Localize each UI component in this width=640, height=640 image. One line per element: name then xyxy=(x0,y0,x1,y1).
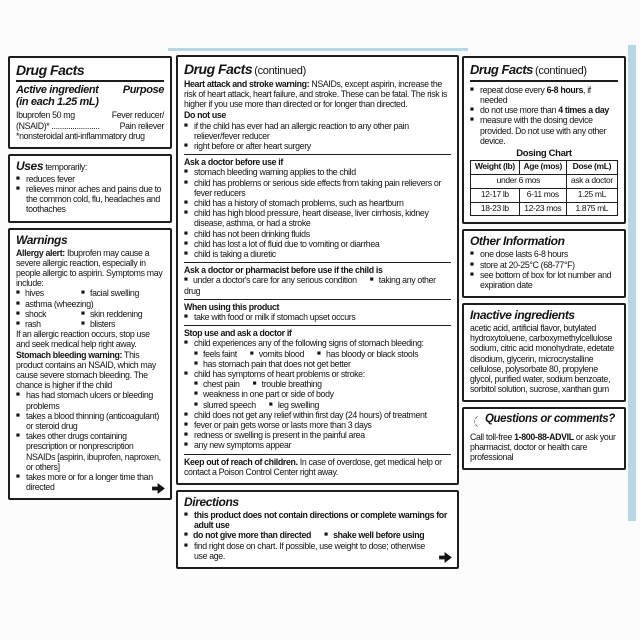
bullet-item: ■ child has lost a lot of fluid due to vomiting or diarrhea xyxy=(184,239,451,249)
cell-age: 6-11 mos xyxy=(519,188,566,202)
bullet-item: ■ this product does not contain directions or complete warnings for adult use xyxy=(184,510,451,530)
drug-facts-title: Drug Facts xyxy=(184,61,253,77)
col-header-weight: Weight (lb) xyxy=(471,160,520,174)
purpose-heading: Purpose xyxy=(122,84,164,97)
cell-under-6-mos: under 6 mos xyxy=(471,174,567,188)
drug-facts-continued-label: (continued) xyxy=(535,65,587,77)
stomach-bleeding-text: This product contains an NSAID, which may cause severe stomach bleeding. The chance is higher if the child xyxy=(16,349,156,391)
ingredient-name-2: (NSAID)* xyxy=(16,120,50,131)
bullet-item: ■ measure with the dosing device provided. Do not use with any other device. xyxy=(470,115,618,146)
purpose-value-2: Pain reliever xyxy=(119,120,164,131)
sub-bullet-item: ■ feels faint xyxy=(194,349,237,359)
bullet-item: ■ child has symptoms of heart problems or stroke: xyxy=(184,369,451,379)
active-ingredient-amount-heading: (in each 1.25 mL) xyxy=(16,95,99,108)
bullet-item: ■ shake well before using xyxy=(324,530,424,540)
sub-bullet-item: ■ trouble breathing xyxy=(253,379,322,389)
bullet-item: ■ stomach bleeding warning applies to the child xyxy=(184,167,451,177)
directions-title: Directions xyxy=(184,495,239,510)
symptom-item: ■ rash xyxy=(16,319,81,329)
dosing-box xyxy=(462,56,626,224)
drug-facts-title: Drug Facts xyxy=(16,62,85,78)
col-header-dose: Dose (mL) xyxy=(566,160,617,174)
bullet-item: ■ child has a history of stomach problems, such as heartburn xyxy=(184,198,451,208)
bullet-item: ■ fever or pain gets worse or lasts more than 3 days xyxy=(184,420,451,430)
cell-dose: 1.875 mL xyxy=(566,202,617,216)
dosing-chart-table xyxy=(470,160,618,216)
sub-bullet-item: ■ vomits blood xyxy=(250,349,304,359)
inactive-ingredients-box xyxy=(462,303,626,402)
sub-bullet-item: ■ weakness in one part or side of body xyxy=(194,389,334,399)
table-row xyxy=(471,188,618,202)
ingredient-name: Ibuprofen 50 mg xyxy=(16,110,75,121)
dosing-chart-title: Dosing Chart xyxy=(516,147,572,159)
directions-box xyxy=(176,490,459,569)
table-row xyxy=(471,202,618,216)
other-information-title: Other Information xyxy=(470,234,565,249)
phone-number: 1-800-88-ADVIL xyxy=(514,431,574,442)
bullet-item: ■ takes other drugs containing prescription or nonprescription NSAIDs [aspirin, ibuprofen, naproxen, or others] xyxy=(16,431,164,472)
continue-arrow-icon xyxy=(439,552,452,563)
inactive-ingredients-title: Inactive ingredients xyxy=(470,308,575,323)
other-information-box xyxy=(462,229,626,298)
bullet-item: ■ redness or swelling is present in the painful area xyxy=(184,430,451,440)
inactive-ingredients-text: acetic acid, artificial flavor, butylated hydroxytoluene, carboxymethylcellulose sodium, citric acid monohydrate, edetate disodium, glycerin, microcrystalline cellulose, polysorbate 80, propylene glycol, purified water, sodium benzoate, sorbitol solution, sucrose, xanthan gum xyxy=(470,323,614,395)
symptom-item: ■ blisters xyxy=(81,319,115,329)
sub-bullet-item: ■ slurred speech xyxy=(194,400,256,410)
bullet-item: ■ take with food or milk if stomach upset occurs xyxy=(184,312,451,322)
bullet-item: ■ any new symptoms appear xyxy=(184,440,451,450)
allergy-followup: If an allergic reaction occurs, stop use and seek medical help right away. xyxy=(16,329,150,350)
bullet-item: ■ one dose lasts 6-8 hours xyxy=(470,249,618,259)
bullet-item: ■ under a doctor's care for any serious condition xyxy=(184,275,357,285)
cell-ask-doctor: ask a doctor xyxy=(566,174,617,188)
middle-panel xyxy=(176,55,459,569)
bullet-text: do not use more than xyxy=(480,105,559,116)
bullet-item: ■ relieves minor aches and pains due to the common cold, flu, headaches and toothaches xyxy=(16,184,164,215)
allergy-alert-label: Allergy alert: xyxy=(16,247,65,258)
bullet-item: ■ if the child has ever had an allergic reaction to any other pain reliever/fever reducer xyxy=(184,121,451,141)
symptom-item: ■ skin reddening xyxy=(81,309,142,319)
symptom-item: ■ facial swelling xyxy=(81,288,139,298)
bullet-item: ■ child does not get any relief within first day (24 hours) of treatment xyxy=(184,410,451,420)
bullet-item: ■ has had stomach ulcers or bleeding problems xyxy=(16,390,164,410)
bullet-item: ■ see bottom of box for lot number and expiration date xyxy=(470,270,618,290)
do-not-use-heading: Do not use xyxy=(184,110,226,121)
stop-use-heading: Stop use and ask a doctor if xyxy=(184,325,451,338)
package-edge-line-top xyxy=(168,48,468,51)
ask-pharmacist-heading: Ask a doctor or pharmacist before use if the child is xyxy=(184,262,451,275)
nsaid-footnote: *nonsteroidal anti-inflammatory drug xyxy=(16,130,145,141)
bullet-item: ■ reduces fever xyxy=(16,174,164,184)
symptom-item: ■ shock xyxy=(16,309,81,319)
right-panel xyxy=(462,56,626,470)
warnings-title: Warnings xyxy=(16,232,68,247)
allergy-alert-text: Ibuprofen may cause a severe allergic reaction, especially in people allergic to aspirin. Symptoms may include: xyxy=(16,247,163,289)
drug-facts-continued-label: (continued) xyxy=(254,65,306,77)
sub-bullet-item: ■ has bloody or black stools xyxy=(317,349,418,359)
bullet-item: ■ takes more or for a longer time than directed xyxy=(16,472,164,492)
ask-doctor-heading: Ask a doctor before use if xyxy=(184,154,451,167)
bullet-item: ■ child experiences any of the following signs of stomach bleeding: xyxy=(184,338,451,348)
bullet-text: , if needed xyxy=(480,84,591,105)
package-edge-line-right xyxy=(628,45,636,521)
questions-title: Questions or comments? xyxy=(485,413,615,426)
leader-dots: ....................... xyxy=(51,120,100,131)
bullet-item: ■ do not give more than directed xyxy=(184,530,311,540)
bullet-item: ■ find right dose on chart. If possible, use weight to dose; otherwise use age. xyxy=(184,541,435,561)
purpose-value-1: Fever reducer/ xyxy=(111,110,164,121)
uses-title-suffix: temporarily: xyxy=(45,161,87,172)
table-row xyxy=(471,174,618,188)
sub-bullet-item: ■ leg swelling xyxy=(269,400,319,410)
drug-facts-box xyxy=(8,56,172,149)
cell-dose: 1.25 mL xyxy=(566,188,617,202)
bullet-item: ■ child has high blood pressure, heart disease, liver cirrhosis, kidney disease, asthma, or had a stroke xyxy=(184,208,451,228)
phone-icon xyxy=(470,414,482,431)
stomach-bleeding-label: Stomach bleeding warning: xyxy=(16,349,123,360)
cell-age: 12-23 mos xyxy=(519,202,566,216)
active-ingredient-heading: Active ingredient xyxy=(16,84,99,97)
cell-weight: 12-17 lb xyxy=(471,188,520,202)
bullet-item: ■ store at 20-25°C (68-77°F) xyxy=(470,260,618,270)
when-using-heading: When using this product xyxy=(184,299,451,312)
bullet-item xyxy=(470,85,618,105)
keep-out-text: In case of overdose, get medical help or contact a Poison Control Center right away. xyxy=(184,456,442,477)
warnings-box xyxy=(8,228,172,501)
left-panel xyxy=(8,56,172,500)
uses-box xyxy=(8,154,172,223)
sub-bullet-item: ■ chest pain xyxy=(194,379,240,389)
keep-out-label: Keep out of reach of children. xyxy=(184,456,298,467)
uses-title: Uses xyxy=(16,158,44,173)
heart-warning-text: NSAIDs, except aspirin, increase the risk of heart attack, heart failure, and stroke. These can be fatal. The risk is higher if you use more than directed or for longer than directed. xyxy=(184,78,448,110)
bullet-item: ■ child has problems or serious side effects from taking pain relievers or fever reducers xyxy=(184,178,451,198)
cell-weight: 18-23 lb xyxy=(471,202,520,216)
drug-facts-continued-box xyxy=(176,55,459,485)
heart-warning-label: Heart attack and stroke warning: xyxy=(184,78,310,89)
call-text: or ask your pharmacist, doctor or health care professional xyxy=(470,431,616,463)
symptom-item: ■ hives xyxy=(16,288,81,298)
bullet-item: ■ child has not been drinking fluids xyxy=(184,229,451,239)
bullet-item: ■ child is taking a diuretic xyxy=(184,249,451,259)
drug-facts-title: Drug Facts xyxy=(470,62,533,77)
call-text: Call toll-free xyxy=(470,431,515,442)
bullet-item: ■ taking any other drug xyxy=(184,275,436,295)
bullet-item xyxy=(470,105,618,115)
bullet-text-bold: 6-8 hours xyxy=(546,84,584,95)
questions-box xyxy=(462,407,626,470)
bullet-text-bold: 4 times a day xyxy=(558,105,609,116)
sub-bullet-item: ■ has stomach pain that does not get better xyxy=(194,359,351,369)
bullet-item: ■ right before or after heart surgery xyxy=(184,141,451,151)
continue-arrow-icon xyxy=(152,483,165,494)
bullet-item: ■ takes a blood thinning (anticoagulant) or steroid drug xyxy=(16,411,164,431)
bullet-text: repeat dose every xyxy=(480,84,547,95)
symptom-item: ■ asthma (wheezing) xyxy=(16,299,93,309)
col-header-age: Age (mos) xyxy=(519,160,566,174)
table-header-row xyxy=(471,160,618,174)
